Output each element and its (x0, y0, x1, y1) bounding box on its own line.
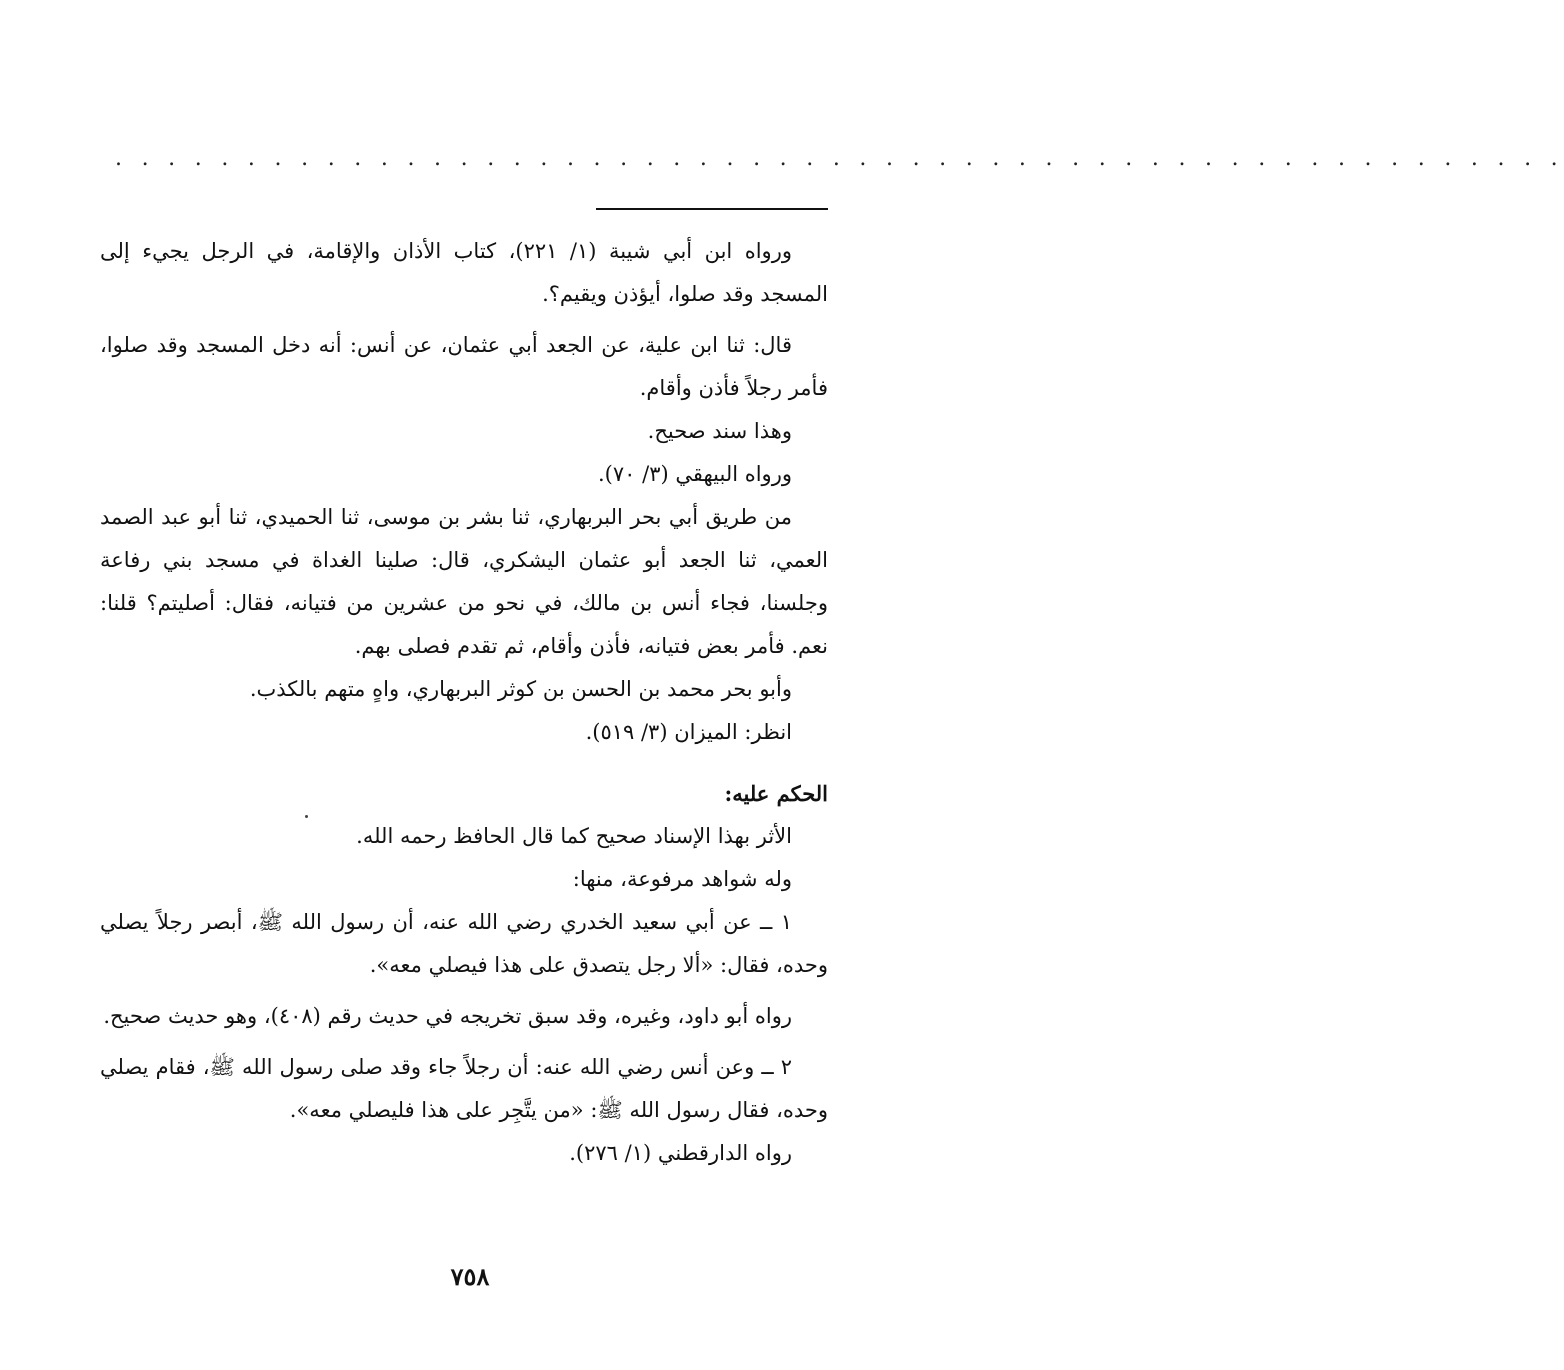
section-heading: الحكم عليه: (724, 781, 828, 806)
paragraph: الأثر بهذا الإسناد صحيح كما قال الحافظ رحمه الله. (356, 824, 792, 848)
paragraph: ورواه ابن أبي شيبة (١/ ٢٢١)، كتاب الأذان والإقامة، في الرجل يجيء إلى المسجد وقد صلوا، أيؤذن ويقيم؟. (100, 239, 828, 306)
paragraph: انظر: الميزان (٣/ ٥١٩). (585, 720, 792, 744)
paragraph: قال: ثنا ابن علية، عن الجعد أبي عثمان، عن أنس: أنه دخل المسجد وقد صلوا، فأمر رجلاً فأذن وأقام. (100, 333, 828, 400)
paragraph: وهذا سند صحيح. (647, 419, 792, 443)
numbered-item: ٢ ــ وعن أنس رضي الله عنه: أن رجلاً جاء وقد صلى رسول الله ﷺ، فقام يصلي وحده، فقال رسول الله ﷺ: «من يتَّجِر على هذا فليصلي معه». (100, 1055, 828, 1122)
numbered-item: ١ ــ عن أبي سعيد الخدري رضي الله عنه، أن رسول الله ﷺ، أبصر رجلاً يصلي وحده، فقال: «ألا رجل يتصدق على هذا فيصلي معه». (100, 910, 828, 977)
footnote-rule (596, 208, 828, 210)
scan-speck (305, 815, 308, 818)
paragraph: وله شواهد مرفوعة، منها: (572, 867, 792, 891)
paragraph: من طريق أبي بحر البربهاري، ثنا بشر بن موسى، ثنا الحميدي، ثنا أبو عبد الصمد العمي، ثنا الجعد أبو عثمان اليشكري، قال: صلينا الغداة في مسجد بني رفاعة وجلسنا، فجاء أنس بن مالك، في نحو من عشرين من فتيانه، فقال: أصليتم؟ قلنا: نعم. فأمر بعض فتيانه، فأذن وأقام، ثم تقدم فصلى بهم. (100, 505, 828, 658)
paragraph: رواه أبو داود، وغيره، وقد سبق تخريجه في حديث رقم (٤٠٨)، وهو حديث صحيح. (103, 1004, 792, 1028)
paragraph: ورواه البيهقي (٣/ ٧٠). (597, 462, 792, 486)
paragraph: رواه الدارقطني (١/ ٢٧٦). (569, 1141, 792, 1165)
separator-dots: . . . . . . . . . . . . . . . . . . . . . . . . . . . . . . . . . . . . . . . . . . . . . . . . . . . . . . . (115, 146, 1564, 171)
page-number: ٧٥٨ (450, 1262, 490, 1291)
page-body (100, 230, 828, 1175)
paragraph: وأبو بحر محمد بن الحسن بن كوثر البربهاري، واهٍ متهم بالكذب. (249, 677, 792, 701)
